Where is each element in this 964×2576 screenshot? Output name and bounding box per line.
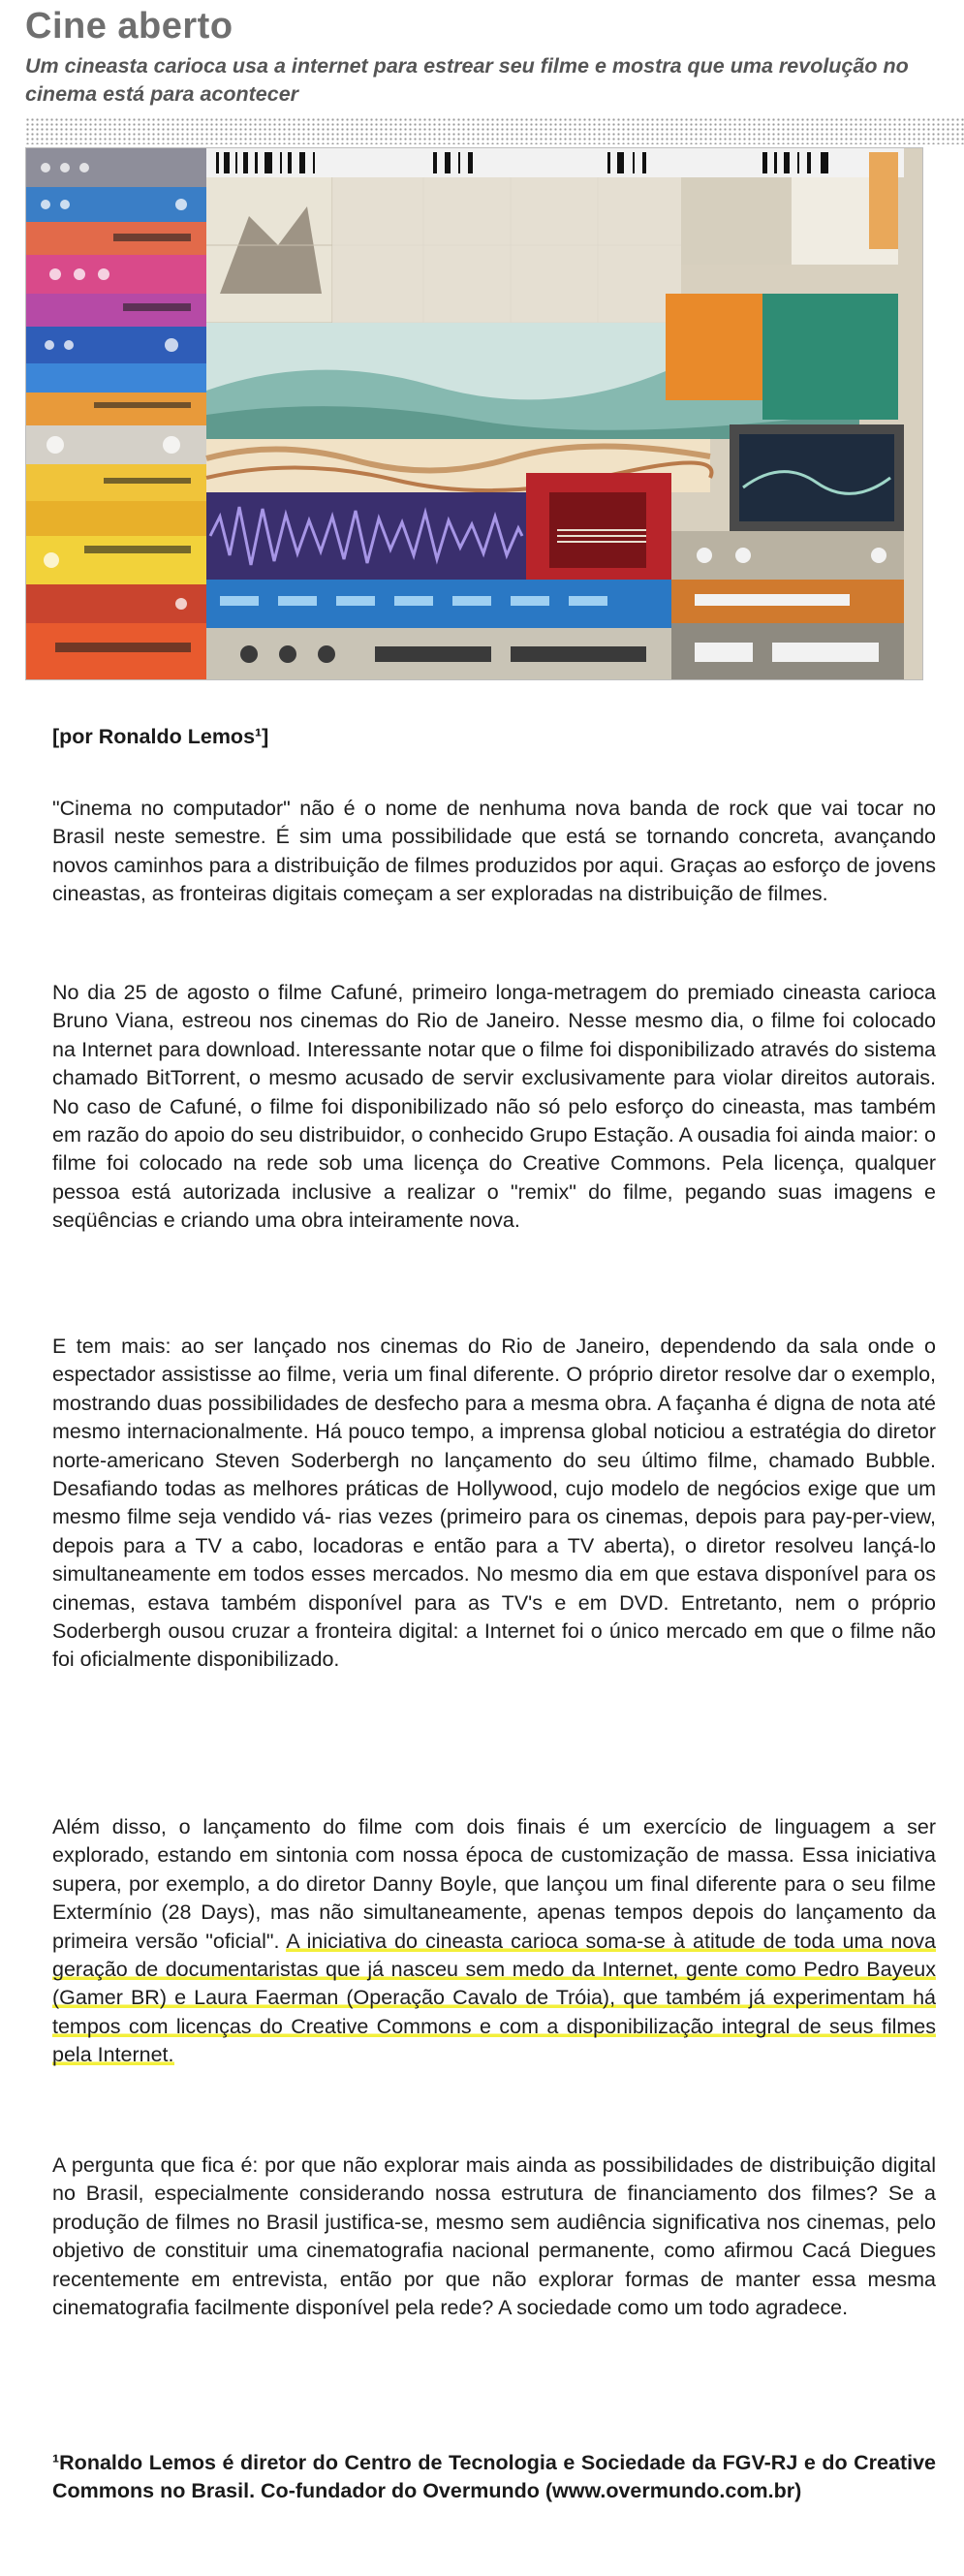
dotted-divider	[25, 117, 964, 144]
author-bio-footnote: ¹Ronaldo Lemos é diretor do Centro de Tecnologia e Sociedade da FGV-RJ e do Creative Commons no Brasil. Co-fundador do Overmundo (www.overmundo.com.br)	[52, 2451, 936, 2503]
paragraph-3: E tem mais: ao ser lançado nos cinemas do Rio de Janeiro, dependendo da sala onde o espectador assistisse ao filme, veria um final diferente. O próprio diretor resolve dar o exemplo, mostrando duas possibilidades de desfecho para a mesma obra. A façanha é digna de nota até mesmo internacionalmente. Há pouco tempo, a imprensa global noticiou a estratégia do diretor norte-americano Steven Soderbergh no lançamento do seu último filme, chamado Bubble. Desafiando todas as melhores práticas de Hollywood, cujo modelo de negócios exige que um mesmo filme seja vendido vá- rias vezes (primeiro para os cinemas, depois para pay-per-view, depois para a TV a cabo, locadoras e então para a TV aberta), o diretor resolveu lançá-lo simultaneamente em todos esses mercados. No mesmo dia em que estava disponível para os cinemas, estava também disponível para as TV's e em DVD. Entretanto, nem o próprio Soderbergh ousou cruzar a fronteira digital: a Internet foi o único mercado em que o filme não foi oficialmente disponibilizado.	[52, 1335, 936, 1672]
paragraph-4-text: Além disso, o lançamento do filme com dois finais é um exercício de linguagem a ser explorado, estando em sintonia com nossa época de customização de massa. Essa iniciativa supera, por exemplo, a do diretor Danny Boyle, que lançou um final diferente para o seu filme Extermínio (28 Days), mas não simultaneamente, apenas tempos depois do lançamento da primeira versão "oficial".	[52, 1815, 936, 1953]
article-byline: [por Ronaldo Lemos¹]	[52, 725, 269, 748]
highlighted-passage: A iniciativa do cineasta carioca soma-se à atitude de toda uma nova geração de documentaristas que já nasceu sem medo da Internet, gente como Pedro Bayeux (Gamer BR) e Laura Faerman (Operação Cavalo de Tróia), que também já experimentam há tempos com licenças do Creative Commons e com a disponibilização integral de seus filmes pela Internet.	[52, 1929, 936, 2067]
paragraph-1: "Cinema no computador" não é o nome de nenhuma nova banda de rock que vai tocar no Brasil neste semestre. É sim uma possibilidade que está se tornando concreta, avançando novos caminhos para a distribuição de filmes produzidos por aqui. Graças ao esforço de jovens cineastas, as fronteiras digitais começam a ser exploradas na distribuição de filmes.	[52, 797, 936, 906]
hero-illustration	[25, 147, 923, 680]
paragraph-5: A pergunta que fica é: por que não explorar mais ainda as possibilidades de distribuição digital no Brasil, especialmente considerando nossa estrutura de financiamento dos filmes? Se a produção de filmes no Brasil justifica-se, mesmo sem audiência significativa nos cinemas, pelo objetivo de constituir uma cinematografia nacional permanente, como afirmou Cacá Diegues recentemente em entrevista, então por que não explorar formas de manter essa mesma cinematografia facilmente disponível pela rede? A sociedade como um todo agradece.	[52, 2153, 936, 2320]
article-subtitle: Um cineasta carioca usa a internet para estrear seu filme e mostra que uma revolução no cinema está para acontecer	[25, 54, 909, 106]
paragraph-2: No dia 25 de agosto o filme Cafuné, primeiro longa-metragem do premiado cineasta carioca Bruno Viana, estreou nos cinemas do Rio de Janeiro. Nesse mesmo dia, o filme foi colocado na Internet para download. Interessante notar que o filme foi disponibilizado através do sistema chamado BitTorrent, o mesmo acusado de servir exclusivamente para violar direitos autorais. No caso de Cafuné, o filme foi disponibilizado não só pelo esforço do cineasta, mas também em razão do apoio do seu distribuidor, o conhecido Grupo Estação. A ousadia foi ainda maior: o filme foi colocado na rede sob uma licença do Creative Commons. Pela licença, qualquer pessoa está autorizada inclusive a realizar o "remix" do filme, pegando suas imagens e seqüências e criando uma obra inteiramente nova.	[52, 981, 936, 1233]
article-title: Cine aberto	[25, 6, 233, 47]
paragraph-4	[52, 1813, 936, 2070]
